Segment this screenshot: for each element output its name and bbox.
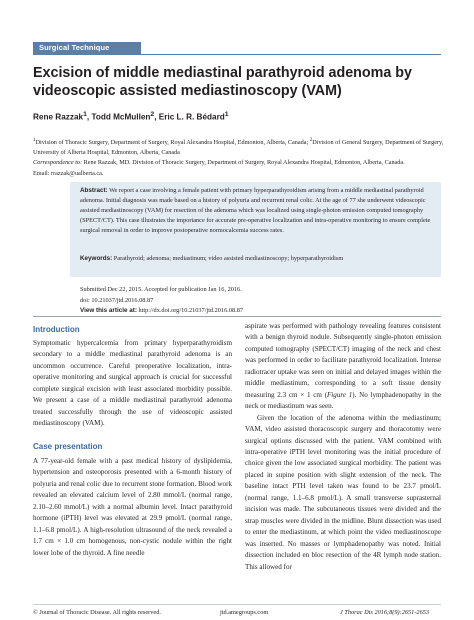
affiliations	[33, 135, 445, 179]
affiliation-marker: 1	[224, 111, 229, 118]
footer-rule	[33, 604, 441, 605]
article-meta	[80, 285, 243, 317]
case-presentation-text	[33, 456, 232, 559]
author-name: Eric L. R. Bédard	[158, 112, 225, 122]
keywords-label: Keywords:	[80, 255, 113, 262]
article-title: Excision of middle mediastinal parathyroid adenoma by videoscopic assisted mediastinoscopy (VAM)	[33, 65, 412, 99]
keywords	[80, 254, 434, 264]
paragraph: A 77-year-old female with a past medical history of dyslipidemia, hypertension and osteoporosis presented with a 6-month history of polyuria and renal colic due to recurrent stone formation. Blood work revealed an elevated calcium level of 2.80 mmol/L (normal range, 2.10–2.60 mmol/L) with a normal albumin level. Intact parathyroid hormone (iPTH) level was elevated at 29.9 pmol/L (normal range, 1.1–6.8 pmol/L). A high-resolution ultrasound of the neck revealed a 1.7 cm × 1.0 cm homogenous, non-cystic nodule within the right lower lobe of the thyroid. A fine needle	[33, 457, 232, 557]
affiliation-marker: 1	[83, 111, 87, 118]
correspondence-email[interactable]: Email: rrazzak@ualberta.ca.	[33, 169, 104, 177]
header-rule	[33, 54, 441, 55]
section-tag-label: Surgical Technique	[39, 43, 110, 52]
view-article-link[interactable]: http://dx.doi.org/10.21037/jtd.2016.08.87	[136, 307, 243, 315]
abstract-text: We report a case involving a female patient with primary hyperparathyroidism arising from a middle mediastinal parathyroid adenoma. Initial diagnosis was made based on a history of polyuria and recurrent renal colic. At the age of 77 she underwent videoscopic assisted mediastinoscopy (VAM) for resection of the adenoma which was localized using single-photon emission computed tomography (SPECT/CT). This case illustrates the importance for accurate pre-operative localization and intra-operative monitoring to ensure complete surgical removal in order to improve postoperative normocalcemia success rates.	[80, 187, 431, 234]
citation-text: J Thorac Dis 2016;8(9):2651-2653	[340, 609, 430, 616]
footer-citation	[340, 609, 429, 616]
section-divider	[33, 316, 441, 317]
keywords-text: Parathyroid; adenoma; mediastinum; video assisted mediastinoscopy; hyperparathyroidism	[112, 255, 344, 262]
correspondence-label: Correspondence to:	[33, 159, 83, 167]
affiliation-marker: 2	[150, 111, 155, 118]
case-presentation-heading: Case presentation	[33, 442, 103, 451]
doi[interactable]: doi: 10.21037/jtd.2016.08.87	[80, 296, 154, 304]
paragraph: Given the location of the adenoma within the mediastinum; VAM, video assisted thoracoscopic surgery and thoracotomy were surgical options discussed with the patient. VAM combined with intra-operative iPTH level monitoring was the initial procedure of choice given the low associated surgical morbidity. The patient was placed in supine position with slight extension of the neck. The baseline intact PTH level taken was found to be 23.7 pmol/L (normal range, 1.1–6.8 pmol/L). A small transverse suprasternal incision was made. The subcutaneous tissues were divided and the strap muscles were divided in the midline. Blunt dissection was used to enter the mediastinum, at which point the video mediastinoscope was inserted. No masses or lymphadenopathy was noted. Initial dissection included en bloc resection of the 4R lymph node station. This allowed for	[245, 413, 441, 571]
view-article-label: View this article at:	[80, 307, 137, 315]
footer-site[interactable]: jtd.amegroups.com	[220, 609, 269, 616]
introduction-text	[33, 338, 232, 430]
paragraph-text: ). No lymphadenopathy in the neck or mediastinum was seen.	[245, 390, 441, 411]
top-margin	[0, 0, 474, 29]
section-tag	[33, 42, 141, 54]
affiliation-marker: 1	[33, 137, 36, 143]
affiliation-text: Division of General Surgery, Department of Surgery, University of Alberta Hospital, Edmonton, Alberta, Canada	[33, 139, 444, 157]
author-name: Rene Razzak	[33, 112, 84, 122]
paragraph	[245, 321, 441, 413]
affiliation-text: Division of Thoracic Surgery, Department of Surgery, Royal Alexandra Hospital, Edmonton, Alberta, Canada;	[35, 139, 310, 147]
affiliation-marker: 2	[309, 137, 313, 143]
correspondence-text: Rene Razzak, MD. Division of Thoracic Surgery, Department of Surgery, Royal Alexandra Hospital, Edmonton, Alberta, Canada.	[82, 159, 405, 167]
paragraph-text: aspirate was performed with pathology revealing features consistent with a benign thyroid nodule. Subsequently single-photon emission computed tomography (SPECT/CT) imaging of the neck and chest was performed in order to facilitate parathyroid localization. Intense radiotracer uptake was seen on initial and delayed images within the middle mediastinum, corresponding to a soft tissue density measuring 2.3 cm × 1 cm (	[245, 322, 441, 399]
abstract	[80, 186, 434, 236]
figure-reference[interactable]: Figure 1	[326, 390, 353, 399]
abstract-label: Abstract:	[80, 187, 108, 194]
author-name: Todd McMullen	[91, 112, 151, 122]
submission-dates: Submitted Dec 22, 2015. Accepted for publication Jan 16, 2016.	[80, 286, 242, 293]
introduction-heading: Introduction	[33, 325, 80, 334]
author-list: Rene Razzak$^1$, Todd McMullen$^2$, Eric L. R. Bédard$^1$	[33, 111, 229, 122]
paragraph: Symptomatic hypercalcemia from primary hyperparathyroidism secondary to a middle mediastinal parathyroid adenoma is an uncommon occurrence. Careful preoperative localization, intra-operative monitoring and surgical approach is crucial for successful complete surgical excision with least associated morbidity possible. We present a case of a middle mediastinal parathyroid adenoma treated successfully through the use of videoscopic assisted mediastinoscopy (VAM).	[33, 339, 232, 428]
footer-copyright: © Journal of Thoracic Disease. All rights reserved.	[33, 609, 161, 616]
right-column	[245, 321, 441, 573]
